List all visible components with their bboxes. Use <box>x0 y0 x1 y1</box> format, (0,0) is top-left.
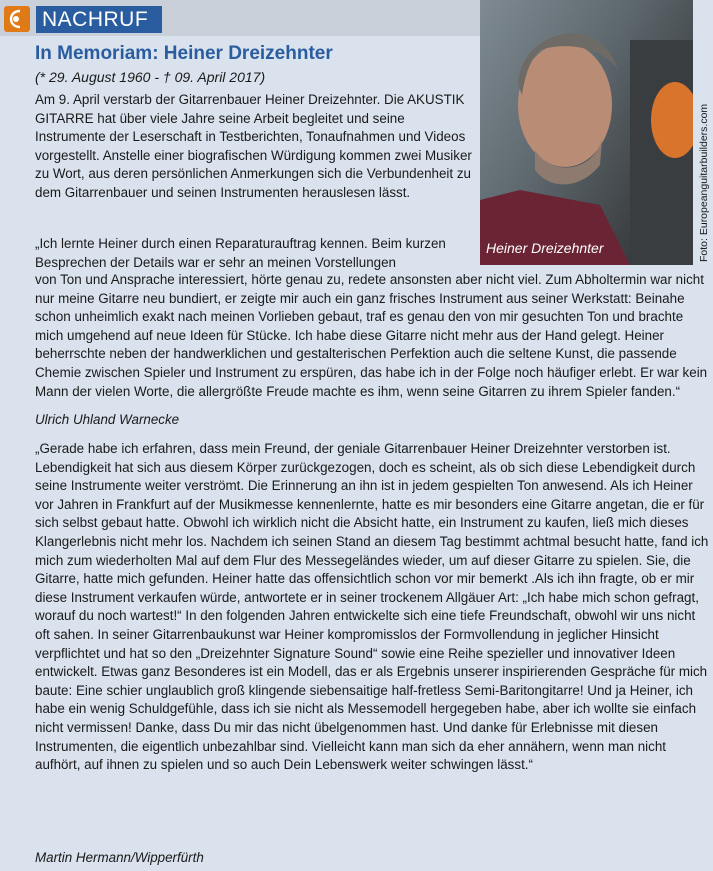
magazine-logo-icon <box>4 6 30 32</box>
life-dates: (* 29. August 1960 - † 09. April 2017) <box>35 69 266 85</box>
article-title: In Memoriam: Heiner Dreizehnter <box>35 43 333 64</box>
intro-paragraph: Am 9. April verstarb der Gitarrenbauer Heiner Dreizehnter. Die AKUSTIK GITARRE hat über viele Jahre seine Arbeit begleitet und seine Instrumente der Leserschaft in Testberichten, Tonaufnahmen und Videos vorgestellt. Anstelle einer biografischen Würdigung kommen zwei Musiker zu Wort, aus deren persönlichen Anmerkungen sich die Verbundenheit zu dem Gitarrenbauer und seinen Instrumenten herauslesen lässt. <box>35 92 472 200</box>
quote-2-body: „Gerade habe ich erfahren, dass mein Freund, der geniale Gitarrenbauer Heiner Dreizehnter verstorben ist. Lebendigkeit hat sich aus diesem Körper zurückgezogen, doch es scheint, als ob sich diese Lebendigkeit durch seine Instrumente weiter verströmt. Die Erinnerung an ihn ist in jedem gespielten Ton anwesend. Als ich Heiner vor Jahren in Frankfurt auf der Musikmesse kennenlernte, hatte es mir besonders eine Gitarre angetan, die er für sich selbst gebaut hatte. Obwohl ich wirklich nicht die Absicht hatte, ein Instrument zu kaufen, ließ mich dieses Klangerlebnis nicht mehr los. Nachdem ich seinen Stand an diesem Tag bestimmt achtmal besucht hatte, fand ich mich zum wiederholten Mal auf dem Flur des Messegeländes wieder, um auf dieser Gitarre zu spielen. Sie, die Gitarre, hatte mich gefunden. Heiner hatte das offensichtlich schon vor mir bemerkt .Als ich ihn fragte, ob er mir diese Instrument verkaufen würde, antwortete er in seiner trockenem Allgäuer Art: „Ich habe mich schon gefragt, worauf du noch wartest!“ In den folgenden Jahren entwickelte sich eine tiefe Freundschaft, obwohl wir uns nicht oft sahen. In seiner Gitarrenbaukunst war Heiner kompromisslos der Formvollendung in jeglicher Hinsicht verpflichtet und hat so den „Dreizehnter Signature Sound“ sowie eine Reihe spezieller und innovativer Ideen entwickelt. Etwas ganz Besonderes ist ein Modell, das er als Ergebnis unserer inspirierenden Gespräche für mich baute: Eine schier unglaublich groß klingende siebensaitige half-fretless Semi-Baritongitarre! Und ja Heiner, ich habe ein wenig Schuldgefühle, dass ich sie nicht als Messemodell hergegeben habe, aber ich wollte sie einfach nicht vermissen! Danke, dass Du mir das nicht übelgenommen hast. Und danke für Erlebnisse mit diesen Instrumenten, die eigentlich unbezahlbar sind. Vielleicht kann man sich da eher annähern, wenn man nicht aufhört, auf ihnen zu spielen und so auch Dein Lebenswerk weiter schwingen lässt.“ <box>35 441 709 773</box>
quote-2-author: Martin Hermann/Wipperfürth <box>35 850 204 865</box>
quote-1-author: Ulrich Uhland Warnecke <box>35 412 180 427</box>
quote-1-opening: „Ich lernte Heiner durch einen Reparaturauftrag kennen. Beim kurzen Besprechen der Details war er sehr an meinen Vorstellungen <box>35 236 446 270</box>
photo-caption: Heiner Dreizehnter <box>486 240 604 256</box>
section-label: NACHRUF <box>36 6 162 33</box>
quote-1-body: von Ton und Ansprache interessiert, hörte genau zu, redete ansonsten aber nicht viel. Zum Abholtermin war nicht nur meine Gitarre neu bundiert, er zeigte mir auch ein ganz frisches Instrument aus seiner Werkstatt: Beinahe schon unheimlich exakt nach meinen Vorlieben gebaut, traf es genau den von mir gesuchten Ton und brachte mich umgehend auf neue Ideen für Stücke. Ich habe diese Gitarre nicht mehr aus der Hand gelegt. Heiner beherrschte neben der handwerklichen und gestalterischen Perfektion auch die seltene Kunst, die passende Chemie zwischen Spieler und Instrument zu erspüren, das habe ich in der Folge noch häufiger erlebt. Er war kein Mann der vielen Worte, die allergrößte Freude machte es ihm, wenn seine Gitarren zu ihrem Spieler fanden.“ <box>35 272 708 399</box>
portrait-photo <box>480 0 693 265</box>
photo-credit: Foto: Europeanguitarbuilders.com <box>698 103 710 262</box>
